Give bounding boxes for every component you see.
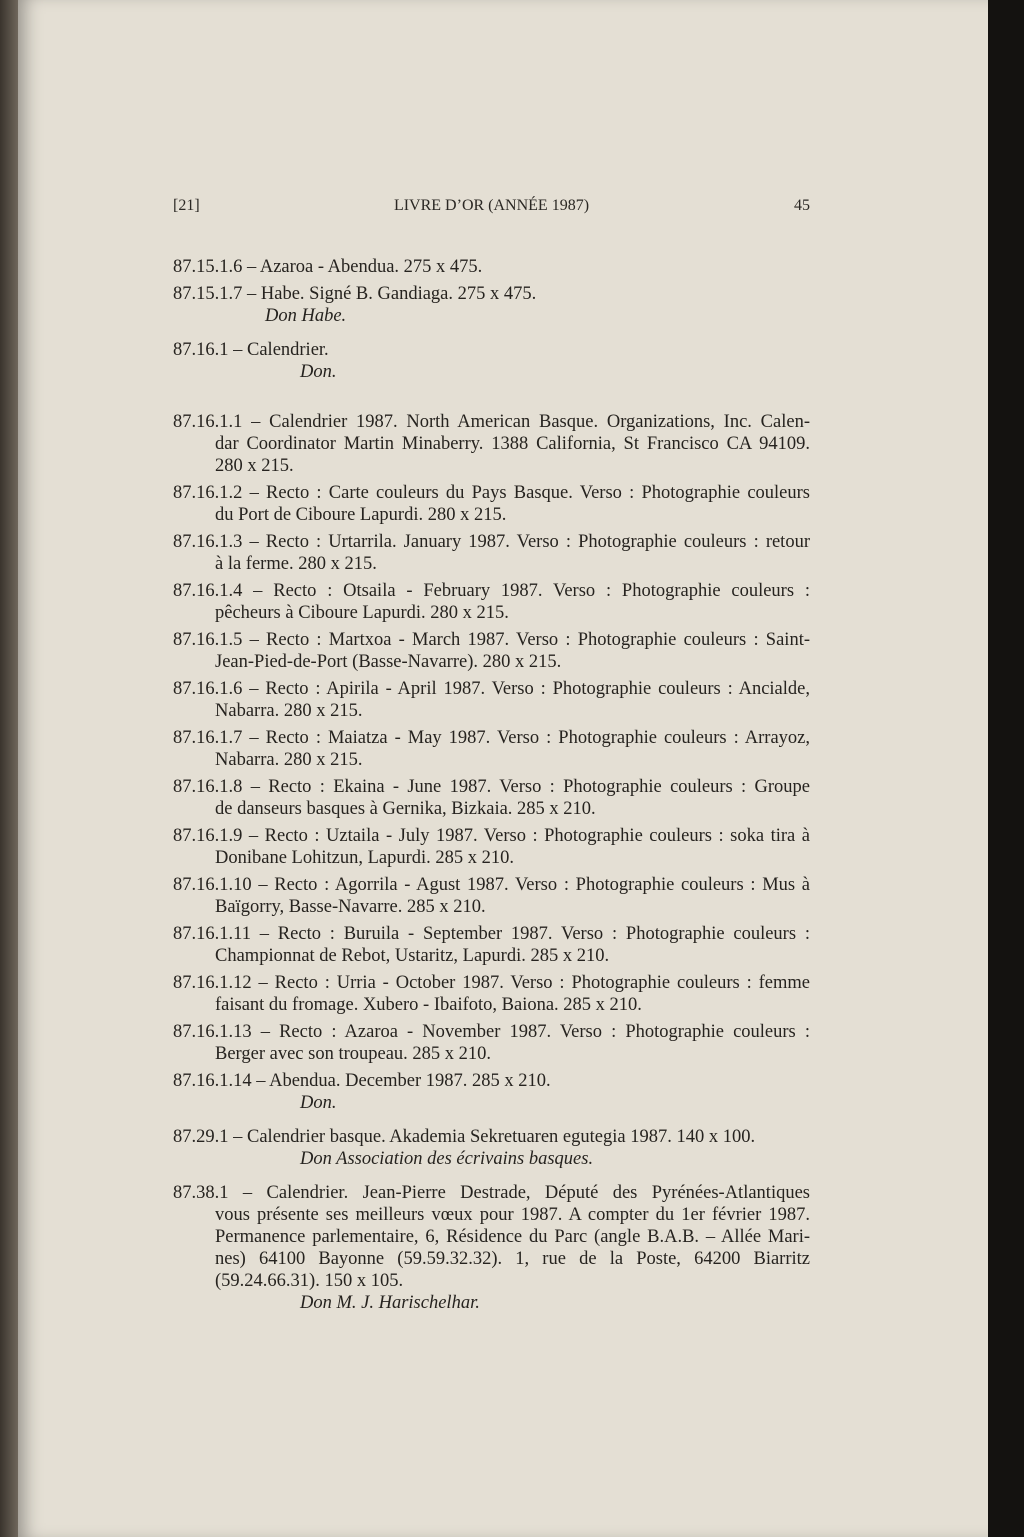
entry-first-line: 87.16.1.9 – Recto : Uztaila - July 1987. Verso : Photographie couleurs : soka tira à [173,826,810,846]
entry-continuation-line: nes) 64100 Bayonne (59.59.32.32). 1, rue de la Poste, 64200 Biarritz [215,1249,810,1269]
donor-line: Don. [300,362,337,382]
donor-line: Don M. J. Harischelhar. [300,1293,480,1313]
entry-continuation-line: Donibane Lohitzun, Lapurdi. 285 x 210. [215,848,515,868]
catalogue-entry [173,1021,810,1065]
catalogue-entry [173,1070,810,1114]
entry-continuation-line: 280 x 215. [215,456,294,476]
catalogue-entry [173,283,810,327]
entry-first-line: 87.16.1.12 – Recto : Urria - October 1987. Verso : Photographie couleurs : femme [173,973,810,993]
entry-continuation-line: à la ferme. 280 x 215. [215,554,377,574]
entry-first-line: 87.16.1.7 – Recto : Maiatza - May 1987. Verso : Photographie couleurs : Arrayoz, [173,728,810,748]
donor-line: Don Association des écrivains basques. [300,1149,594,1169]
entry-continuation-line: Permanence parlementaire, 6, Résidence du Parc (angle B.A.B. – Allée Mari- [215,1227,810,1247]
donor-line: Don. [300,1093,337,1113]
catalogue-entry [173,531,810,575]
entry-continuation-line: de danseurs basques à Gernika, Bizkaia. 285 x 210. [215,799,596,819]
catalogue-entry [173,727,810,771]
catalogue-entry [173,411,810,477]
entry-first-line: 87.38.1 – Calendrier. Jean-Pierre Destrade, Député des Pyrénées-Atlantiques [173,1183,810,1203]
catalogue-entry [173,776,810,820]
entry-first-line: 87.16.1 – Calendrier. [173,340,329,360]
catalogue-entry [173,339,810,383]
catalogue-entry [173,923,810,967]
entry-continuation-line: pêcheurs à Ciboure Lapurdi. 280 x 215. [215,603,509,623]
book-spine-shadow [0,0,18,1537]
catalogue-entry [173,972,810,1016]
running-title: LIVRE D’OR (ANNÉE 1987) [393,197,590,214]
entry-continuation-line: Nabarra. 280 x 215. [215,750,363,770]
catalogue-entry [173,256,810,278]
entry-continuation-line: (59.24.66.31). 150 x 105. [215,1271,404,1291]
entry-continuation-line: vous présente ses meilleurs vœux pour 1987. A compter du 1er février 1987. [215,1205,810,1225]
catalogue-entry [173,1126,810,1170]
entry-continuation-line: faisant du fromage. Xubero - Ibaifoto, Baiona. 285 x 210. [215,995,642,1015]
catalogue-entry [173,580,810,624]
catalogue-entry [173,629,810,673]
entry-continuation-line: Nabarra. 280 x 215. [215,701,363,721]
entry-first-line: 87.16.1.6 – Recto : Apirila - April 1987. Verso : Photographie couleurs : Ancialde, [173,679,810,699]
entry-first-line: 87.16.1.1 – Calendrier 1987. North American Basque. Organizations, Inc. Calen- [173,412,810,432]
page-number: 45 [794,197,810,214]
entry-first-line: 87.16.1.11 – Recto : Buruila - September 1987. Verso : Photographie couleurs : [173,924,810,944]
catalogue-entry [173,1182,810,1314]
catalogue-entry [173,482,810,526]
entry-first-line: 87.16.1.5 – Recto : Martxoa - March 1987. Verso : Photographie couleurs : Saint- [173,630,810,650]
entry-first-line: 87.16.1.3 – Recto : Urtarrila. January 1987. Verso : Photographie couleurs : retour [173,532,810,552]
donor-line: Don Habe. [265,306,347,326]
entry-first-line: 87.16.1.14 – Abendua. December 1987. 285 x 210. [173,1071,551,1091]
entry-continuation-line: dar Coordinator Martin Minaberry. 1388 California, St Francisco CA 94109. [215,434,810,454]
entry-continuation-line: Berger avec son troupeau. 285 x 210. [215,1044,492,1064]
entry-continuation-line: Jean-Pied-de-Port (Basse-Navarre). 280 x 215. [215,652,562,672]
entry-first-line: 87.16.1.4 – Recto : Otsaila - February 1987. Verso : Photographie couleurs : [173,581,810,601]
entry-first-line: 87.29.1 – Calendrier basque. Akademia Sekretuaren egutegia 1987. 140 x 100. [173,1127,756,1147]
scan-border [988,0,1024,1537]
entry-first-line: 87.15.1.7 – Habe. Signé B. Gandiaga. 275 x 475. [173,284,537,304]
catalogue-entry [173,825,810,869]
section-number: [21] [173,197,200,214]
catalogue-entry [173,678,810,722]
catalogue-entries [173,256,810,1314]
entry-continuation-line: Baïgorry, Basse-Navarre. 285 x 210. [215,897,486,917]
entry-first-line: 87.15.1.6 – Azaroa - Abendua. 275 x 475. [173,257,483,277]
catalogue-entry [173,874,810,918]
entry-first-line: 87.16.1.10 – Recto : Agorrila - Agust 1987. Verso : Photographie couleurs : Mus à [173,875,810,895]
entry-first-line: 87.16.1.8 – Recto : Ekaina - June 1987. Verso : Photographie couleurs : Groupe [173,777,810,797]
running-header [173,197,810,219]
entry-first-line: 87.16.1.13 – Recto : Azaroa - November 1987. Verso : Photographie couleurs : [173,1022,810,1042]
entry-continuation-line: du Port de Ciboure Lapurdi. 280 x 215. [215,505,507,525]
entry-continuation-line: Championnat de Rebot, Ustaritz, Lapurdi. 285 x 210. [215,946,610,966]
entry-first-line: 87.16.1.2 – Recto : Carte couleurs du Pays Basque. Verso : Photographie couleurs [173,483,810,503]
